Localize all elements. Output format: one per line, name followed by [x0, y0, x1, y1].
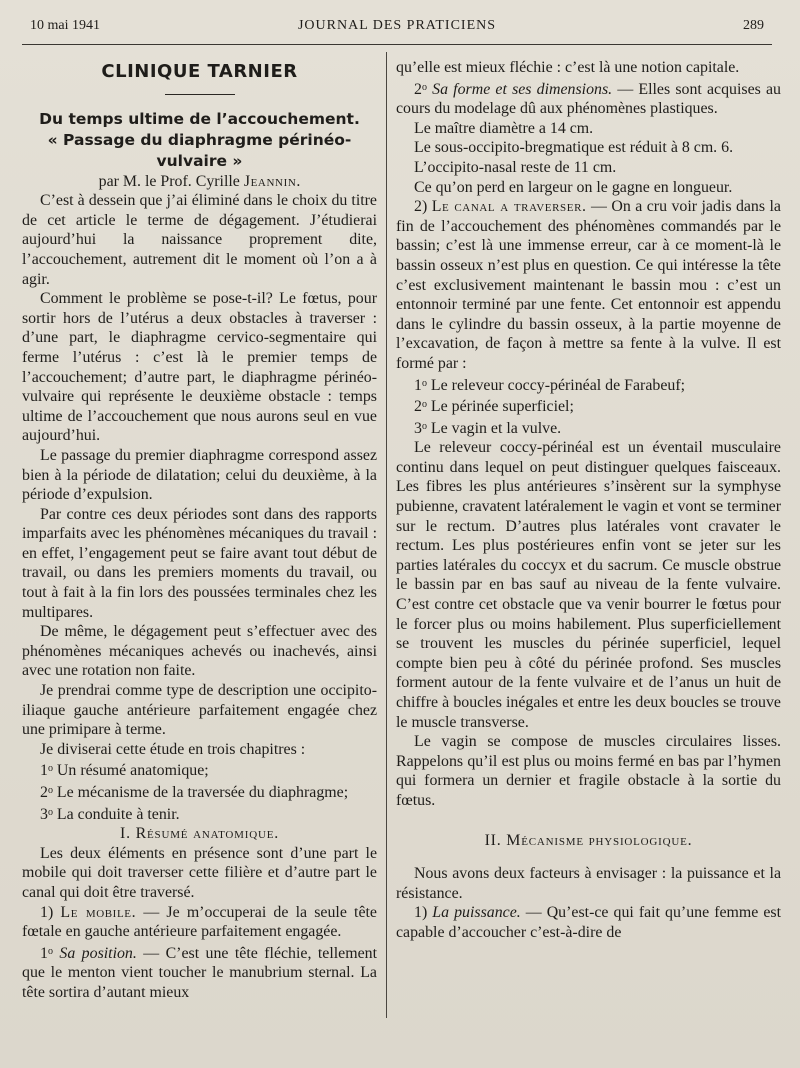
item-ordinal: o: [421, 399, 427, 411]
paragraph: Les deux éléments en présence sont d’une part le mobile qui doit traverser cette filière et d’autre part le canal qui doit être traversé.: [22, 844, 377, 901]
chapter-item: [22, 781, 377, 803]
item-number: 1): [40, 903, 61, 921]
paragraph-text: — Elles sont acquises au cours du modelage dû aux phénomènes plastiques.: [396, 80, 781, 118]
right-column: [396, 58, 781, 943]
paragraph: Je prendrai comme type de description une occipito-iliaque gauche antérieure parfaitement engagée chez une primipare à terme.: [22, 682, 377, 739]
item-number: 3: [414, 419, 422, 437]
journal-title: JOURNAL DES PRATICIENS: [297, 18, 497, 33]
heading-rule: [165, 94, 235, 95]
paragraph: Le vagin se compose de muscles circulaires lisses. Rappelons qu’il est plus ou moins fermé en bas par l’hymen qui formera un dernier et fragile obstacle à la sortie du fœtus.: [396, 733, 781, 809]
item-text: Le releveur coccy-périnéal de Farabeuf;: [426, 376, 686, 394]
section-heading: I. Résumé anatomique.: [120, 825, 279, 843]
clinic-heading: CLINIQUE TARNIER: [101, 61, 298, 82]
paragraph-text: — Je m’occuperai de la seule tête fœtale en gauche antérieure parfaitement engagée.: [22, 903, 377, 941]
subheading: Sa position.: [52, 944, 137, 962]
item-ordinal: o: [47, 763, 53, 775]
item-ordinal: o: [421, 377, 427, 389]
paragraph: De même, le dégagement peut s’effectuer avec des phénomènes mécaniques achevés ou inachevés, ainsi avec une rotation non faite.: [22, 623, 377, 680]
issue-date: 10 mai 1941: [30, 18, 100, 33]
column-divider: [386, 52, 387, 1018]
paragraph: Comment le problème se pose-t-il? Le fœtus, pour sortir hors de l’utérus a deux obstacles à traverser : d’une part, le diaphragme cervico-segmentaire qui ferme l’utérus : c’est là le premier temps de l’accouchement; d’autre part, le diaphragme périnéo-vulvaire qui représente le deuxième obstacle : temps ultime de l’accouchement que nous aurons seul en vue aujourd’hui.: [22, 290, 377, 445]
item-ordinal: o: [421, 81, 427, 93]
item-number: 2: [414, 80, 422, 98]
item-number: 1: [40, 762, 48, 780]
paragraph: [396, 903, 781, 942]
item-number: 2): [414, 198, 432, 216]
item-number: 1: [414, 376, 422, 394]
subheading: Sa forme et ses dimensions.: [426, 80, 613, 98]
item-ordinal: o: [421, 420, 427, 432]
running-header: [30, 18, 764, 40]
paragraph: C’est à dessein que j’ai éliminé dans le choix du titre de cet article le terme de dégagement. J’étudierai aujourd’hui la naissance proprement dite, l’accouchement, autrement dit le moment où l’on a à agir.: [22, 192, 377, 288]
header-rule: [22, 44, 772, 45]
paragraph-text: — C’est une tête fléchie, tellement que le menton vient toucher le manubrium sternal. La tête sortira d’autant mieux: [22, 944, 377, 1001]
paragraph: Le passage du premier diaphragme correspond assez bien à la période de dilatation; celui du deuxième, à la période d’expulsion.: [22, 446, 377, 504]
item-text: Le vagin et la vulve.: [426, 419, 562, 437]
left-column: [22, 58, 377, 1003]
byline-prefix: par M. le Prof. Cyrille: [98, 172, 244, 190]
list-item: [396, 417, 781, 439]
paragraph: Le releveur coccy-périnéal est un éventail musculaire continu dans lequel on peut distinguer quelques faisceaux. Les fibres les plus antérieures s’insèrent sur la symphyse pubienne, cravatent latéralement le vagin et vont se terminer sur le rectum. D’autres plus latérales vont cravater le rectum. Les plus postérieures enfin vont se jeter sur les parties latérales du coccyx et du sacrum. Ce muscle obstrue le bassin par en bas sauf au niveau de la fente vulvaire. C’est contre cet obstacle que va venir bourrer le fœtus pour le forcer plus ou moins habilement. Plus superficiellement se trouvent les muscles du périnée superficiel, lequel compte bien peu à côté du périnée profond. Ses muscles forment autour de la fente vulvaire et de l’anus un huit de chiffre à boucles inégales et entre les deux boucles se trouve le muscle transverse.: [396, 439, 781, 731]
item-number: 2: [414, 398, 422, 416]
paragraph: [22, 903, 377, 942]
article-title-line2: « Passage du diaphragme périnéo-vulvaire »: [47, 130, 352, 170]
item-text: Le périnée superficiel;: [426, 398, 574, 416]
paragraph: [22, 942, 377, 1003]
item-number: 1: [40, 944, 48, 962]
item-number: 1): [414, 904, 433, 922]
list-item: [396, 395, 781, 417]
paragraph: Je diviserai cette étude en trois chapitres :: [40, 740, 306, 758]
paragraph: Par contre ces deux périodes sont dans des rapports imparfaits avec les phénomènes mécaniques du travail : en effet, l’engagement peut se faire avant tout début de travail, ou dans les premiers moments du travail, ou tout à fait à la fin lors des poussées terminales chez les multipares.: [22, 505, 377, 621]
paragraph: [396, 197, 781, 373]
item-text: La conduite à tenir.: [52, 805, 180, 823]
subheading: Le canal a traverser.: [431, 198, 587, 216]
paragraph: Ce qu’on perd en largeur on le gagne en longueur.: [414, 178, 733, 196]
subheading: Le mobile.: [60, 903, 137, 921]
article-title-line1: Du temps ultime de l’accouchement.: [39, 109, 360, 128]
paragraph: Le sous-occipito-bregmatique est réduit à 8 cm. 6.: [414, 139, 734, 157]
chapter-item: [22, 759, 377, 781]
chapter-item: [22, 803, 377, 825]
item-ordinal: o: [47, 785, 53, 796]
paragraph: Le maître diamètre a 14 cm.: [414, 119, 594, 137]
item-number: 2: [40, 784, 48, 801]
byline-suffix: .: [296, 172, 301, 190]
item-ordinal: o: [47, 945, 53, 957]
author-name: Jeannin: [243, 172, 297, 190]
paragraph: [396, 78, 781, 119]
paragraph: Nous avons deux facteurs à envisager : la puissance et la résistance.: [396, 865, 781, 902]
byline: [22, 172, 377, 192]
paragraph: qu’elle est mieux fléchie : c’est là une notion capitale.: [396, 59, 740, 76]
list-item: [396, 374, 781, 396]
paragraph-text: — On a cru voir jadis dans la fin de l’accouchement des phénomènes commandés par le bassin; c’est là une immense erreur, car à ce moment-là le bassin osseux n’est plus en question. Ce qui intéresse la tête c’est exclusivement maintenant le bassin mou : c’est un entonnoir terminé par une fente. Cet entonnoir est appendu dans le cylindre du bassin osseux, à la partie moyenne de l’excavation, de façon à mettre sa fente à la vulve. Il est formé par :: [396, 198, 781, 372]
paragraph-text: — Qu’est-ce qui fait qu’une femme est capable d’accoucher c’est-à-dire de: [396, 904, 782, 941]
item-number: 3: [40, 805, 48, 823]
section-heading: II. Mécanisme physiologique.: [484, 831, 693, 849]
paragraph: L’occipito-nasal reste de 11 cm.: [414, 158, 617, 176]
item-text: Le mécanisme de la traversée du diaphragme;: [52, 784, 349, 801]
subheading: La puissance.: [432, 904, 521, 922]
page-number: 289: [743, 18, 764, 33]
item-text: Un résumé anatomique;: [52, 762, 209, 780]
item-ordinal: o: [47, 806, 53, 818]
